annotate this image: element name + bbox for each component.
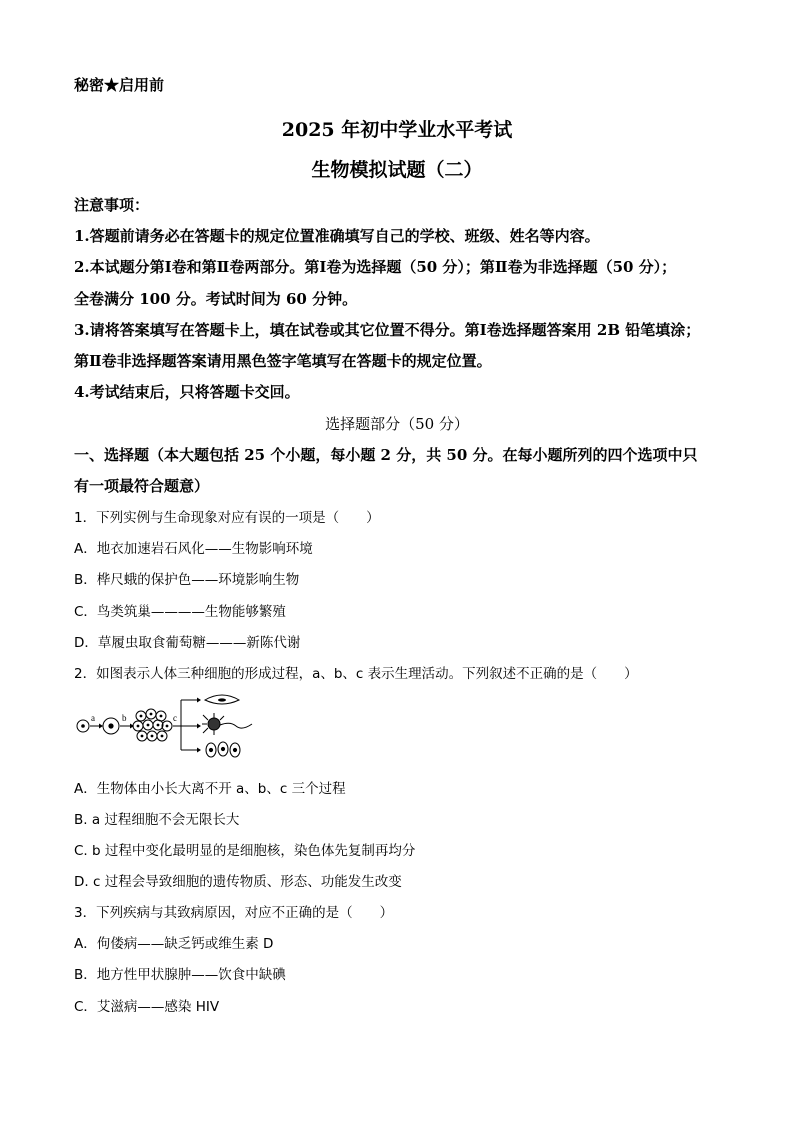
question-2-option-d: D. c 过程会导致细胞的遗传物质、形态、功能发生改变	[74, 874, 402, 890]
note-item: 2.本试题分第Ⅰ卷和第Ⅱ卷两部分。第Ⅰ卷为选择题（50 分）；第Ⅱ卷为非选择题（50 分）；	[74, 258, 677, 276]
label-b: b	[122, 713, 127, 723]
exam-title: 2025 年初中学业水平考试	[281, 119, 513, 141]
note-item: 全卷满分 100 分。考试时间为 60 分钟。	[74, 290, 358, 308]
cell-differentiation-figure	[74, 688, 264, 760]
question-1-option-b: B．桦尺蛾的保护色——环境影响生物	[74, 572, 300, 588]
arrow-c-bottom-head	[197, 748, 201, 753]
question-2-option-b: B. a 过程细胞不会无限长大	[74, 812, 240, 828]
question-2-option-a: A．生物体由小长大离不开 a、b、c 三个过程	[74, 781, 346, 797]
section-instruction: 一、选择题（本大题包括 25 个小题，每小题 2 分，共 50 分。在每小题所列的四个选项中只	[74, 446, 698, 464]
note-item: 4.考试结束后，只将答题卡交回。	[74, 383, 300, 401]
question-2-option-c: C. b 过程中变化最明显的是细胞核，染色体先复制再均分	[74, 843, 416, 859]
neuron-cell	[202, 713, 252, 735]
label-c: c	[173, 713, 177, 723]
section-instruction-cont: 有一项最符合题意）	[74, 477, 210, 495]
cell-nucleus	[81, 724, 85, 728]
note-item: 第Ⅱ卷非选择题答案请用黑色签字笔填写在答题卡的规定位置。	[74, 352, 492, 370]
exam-subtitle: 生物模拟试题（二）	[311, 159, 483, 181]
question-2-stem: 2．如图表示人体三种细胞的形成过程，a、b、c 表示生理活动。下列叙述不正确的是（ ）	[74, 666, 638, 682]
notes-heading: 注意事项：	[74, 196, 150, 214]
question-3-option-b: B．地方性甲状腺肿——饮食中缺碘	[74, 967, 286, 983]
section-title: 选择题部分（50 分）	[325, 415, 469, 433]
arrow-a-head	[99, 724, 103, 729]
question-1-option-c: C．鸟类筑巢————生物能够繁殖	[74, 604, 286, 620]
question-1-stem: 1．下列实例与生命现象对应有误的一项是（ ）	[74, 510, 380, 526]
question-3-option-c: C．艾滋病——感染 HIV	[74, 999, 220, 1015]
question-3-option-a: A．佝偻病——缺乏钙或维生素 D	[74, 936, 274, 952]
question-1-option-a: A．地衣加速岩石风化——生物影响环境	[74, 541, 313, 557]
arrow-c-top-head	[197, 698, 201, 703]
question-1-option-d: D．草履虫取食葡萄糖———新陈代谢	[74, 635, 301, 651]
question-3-stem: 3．下列疾病与其致病原因，对应不正确的是（ ）	[74, 905, 394, 921]
confidential-label: 秘密★启用前	[74, 76, 165, 94]
cell-grown-nucleus	[108, 723, 113, 728]
arrow-c-mid-head	[197, 724, 201, 729]
label-a: a	[91, 713, 95, 723]
note-item: 1.答题前请务必在答题卡的规定位置准确填写自己的学校、班级、姓名等内容。	[74, 227, 600, 245]
epithelial-cells	[206, 742, 240, 757]
spindle-cell	[205, 695, 239, 704]
note-item: 3.请将答案填写在答题卡上，填在试卷或其它位置不得分。第Ⅰ卷选择题答案用 2B 铅笔填涂；	[74, 321, 701, 339]
